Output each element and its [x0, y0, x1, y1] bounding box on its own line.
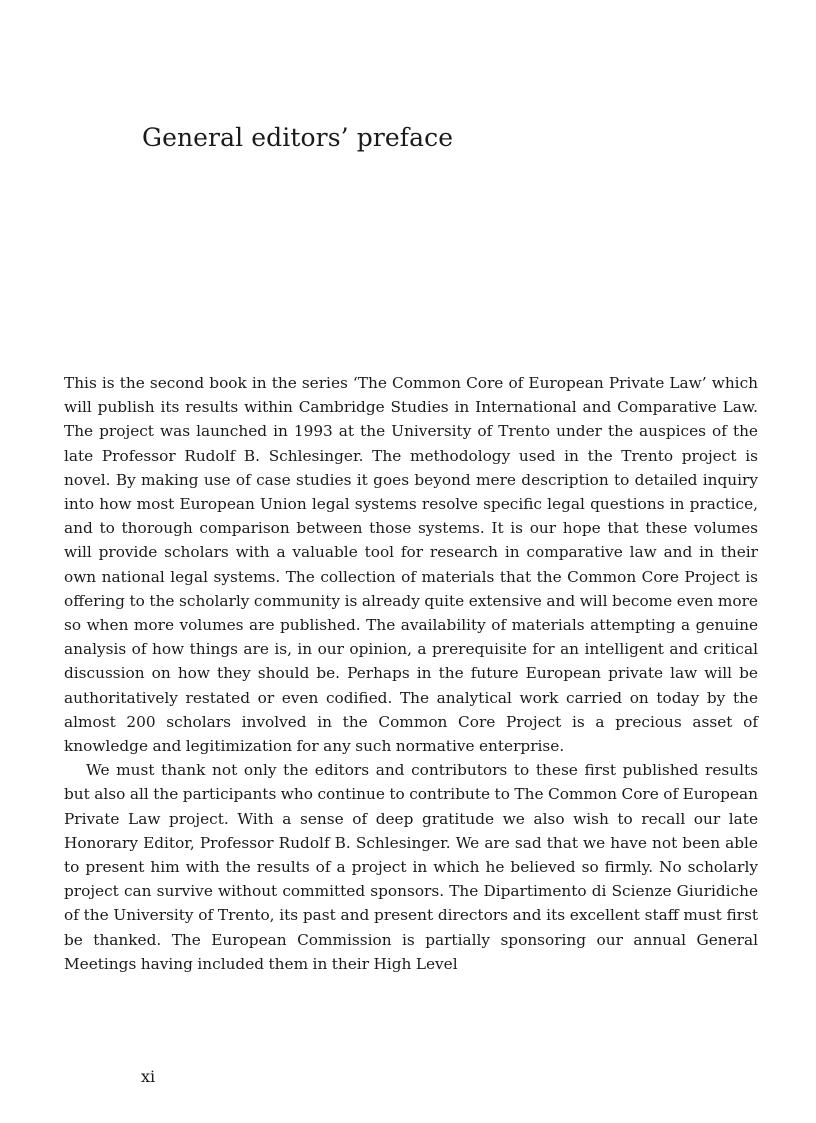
paragraph-2: We must thank not only the editors and contributors to these first published results but also all the participants who continue to contribute to The Common Core of European Private Law project. With a sense of deep gratitude we also wish to recall our late Honorary Editor, Professor Rudolf B. Schlesinger. We are sad that we have not been able to present him with the results of a project in which he believed so firmly. No scholarly project can survive without committed sponsors. The Dipartimento di Scienze Giuridiche of the University of Trento, its past and present directors and its excellent staff must first be thanked. The European Commission is partially sponsoring our annual General Meetings having included them in their High Level [64, 761, 758, 973]
page-number: xi [141, 1067, 156, 1086]
body-text [64, 371, 758, 976]
paragraph-1: This is the second book in the series ‘The Common Core of European Private Law’ which will publish its results within Cambridge Studies in International and Comparative Law. The project was launched in 1993 at the University of Trento under the auspices of the late Professor Rudolf B. Schlesinger. The methodology used in the Trento project is novel. By making use of case studies it goes beyond mere description to detailed inquiry into how most European Union legal systems resolve specific legal questions in practice, and to thorough comparison between those systems. It is our hope that these volumes will provide scholars with a valuable tool for research in comparative law and in their own national legal systems. The collection of materials that the Common Core Project is offering to the scholarly community is already quite extensive and will become even more so when more volumes are published. The availability of materials attempting a genuine analysis of how things are is, in our opinion, a prerequisite for an intelligent and critical discussion on how they should be. Perhaps in the future European private law will be authoritatively restated or even codified. The analytical work carried on today by the almost 200 scholars involved in the Common Core Project is a precious asset of knowledge and legitimization for any such normative enterprise. [64, 374, 758, 756]
page-title: General editors’ preface [142, 123, 454, 152]
